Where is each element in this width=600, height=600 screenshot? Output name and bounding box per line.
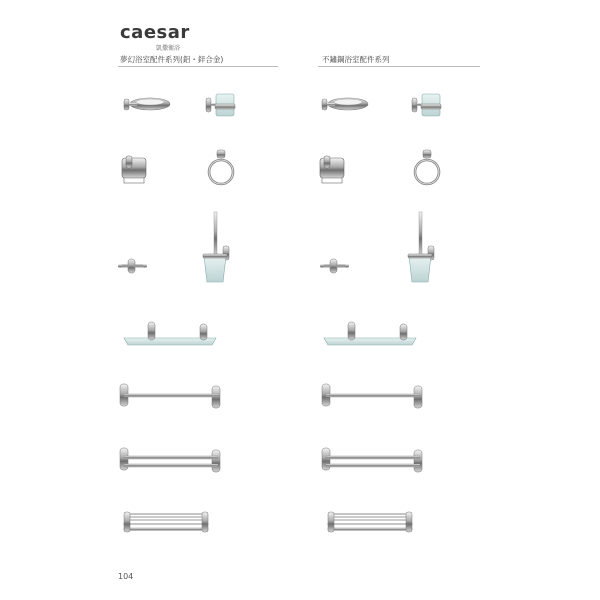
brand-name: caesar	[120, 22, 190, 43]
section-title-left: 夢幻浴室配件系列(鋁・鋅合金)	[120, 55, 224, 64]
towel-bar-icon	[116, 382, 226, 415]
towel-rack-icon	[320, 508, 420, 543]
glass-shelf-icon	[120, 318, 220, 353]
towel-ring-icon	[410, 150, 444, 195]
section-rule-right	[318, 66, 480, 67]
toilet-brush-icon	[201, 212, 231, 291]
glass-shelf-icon	[320, 318, 420, 353]
cup-holder-icon	[410, 90, 446, 125]
section-rule-left	[118, 66, 278, 67]
brand-subtitle: 凱撒衛浴	[156, 45, 181, 52]
towel-ring-icon	[204, 150, 238, 195]
double-towel-bar-icon	[318, 446, 428, 481]
paper-holder-icon	[318, 152, 352, 191]
cup-holder-icon	[204, 90, 240, 125]
soap-dish-icon	[318, 92, 370, 121]
page-number: 104	[118, 572, 134, 581]
section-title-right: 不鏽鋼浴室配件系列	[322, 55, 390, 64]
robe-hook-icon	[320, 256, 352, 283]
toilet-brush-icon	[406, 212, 436, 291]
double-towel-bar-icon	[116, 446, 226, 481]
towel-bar-icon	[318, 382, 428, 415]
soap-dish-icon	[120, 92, 172, 121]
robe-hook-icon	[118, 256, 150, 283]
towel-rack-icon	[116, 508, 216, 543]
paper-holder-icon	[120, 152, 154, 191]
brand-logo	[120, 24, 190, 50]
